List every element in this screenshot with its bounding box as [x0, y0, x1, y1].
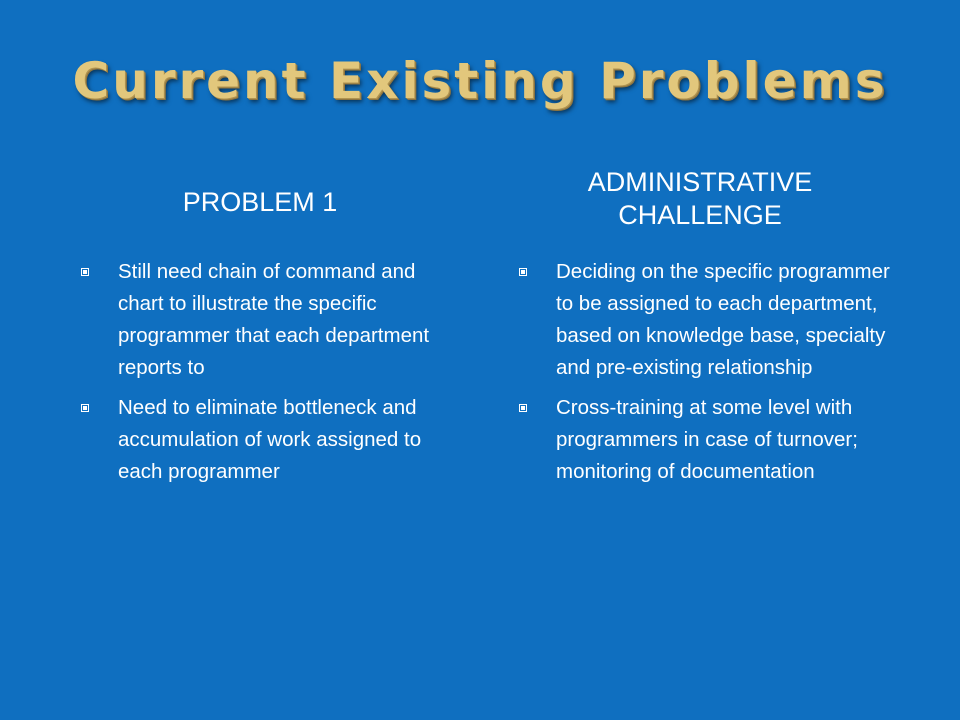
left-bullet-text: Need to eliminate bottleneck and accumulation of work assigned to each programmer — [118, 396, 422, 483]
left-bullet-list — [80, 256, 460, 496]
right-bullet-item — [518, 392, 898, 488]
right-column-heading: ADMINISTRATIVE CHALLENGE — [587, 167, 813, 230]
left-bullet-item — [80, 392, 460, 488]
square-bullet-icon — [81, 404, 89, 412]
square-bullet-icon — [519, 268, 527, 276]
square-bullet-icon — [519, 404, 527, 412]
right-bullet-text: Cross-training at some level with programmers in case of turnover; monitoring of documentation — [556, 396, 858, 483]
right-bullet-text: Deciding on the specific programmer to be assigned to each department, based on knowledge base, specialty and pre-existing relationship — [556, 260, 890, 379]
left-bullet-item — [80, 256, 460, 384]
slide-title: Current Existing Problems — [72, 52, 888, 110]
left-bullet-text: Still need chain of command and chart to illustrate the specific programmer that each department reports to — [118, 260, 430, 379]
right-bullet-list — [518, 256, 898, 496]
left-column-heading: PROBLEM 1 — [182, 187, 338, 217]
square-bullet-icon — [81, 268, 89, 276]
right-bullet-item — [518, 256, 898, 384]
